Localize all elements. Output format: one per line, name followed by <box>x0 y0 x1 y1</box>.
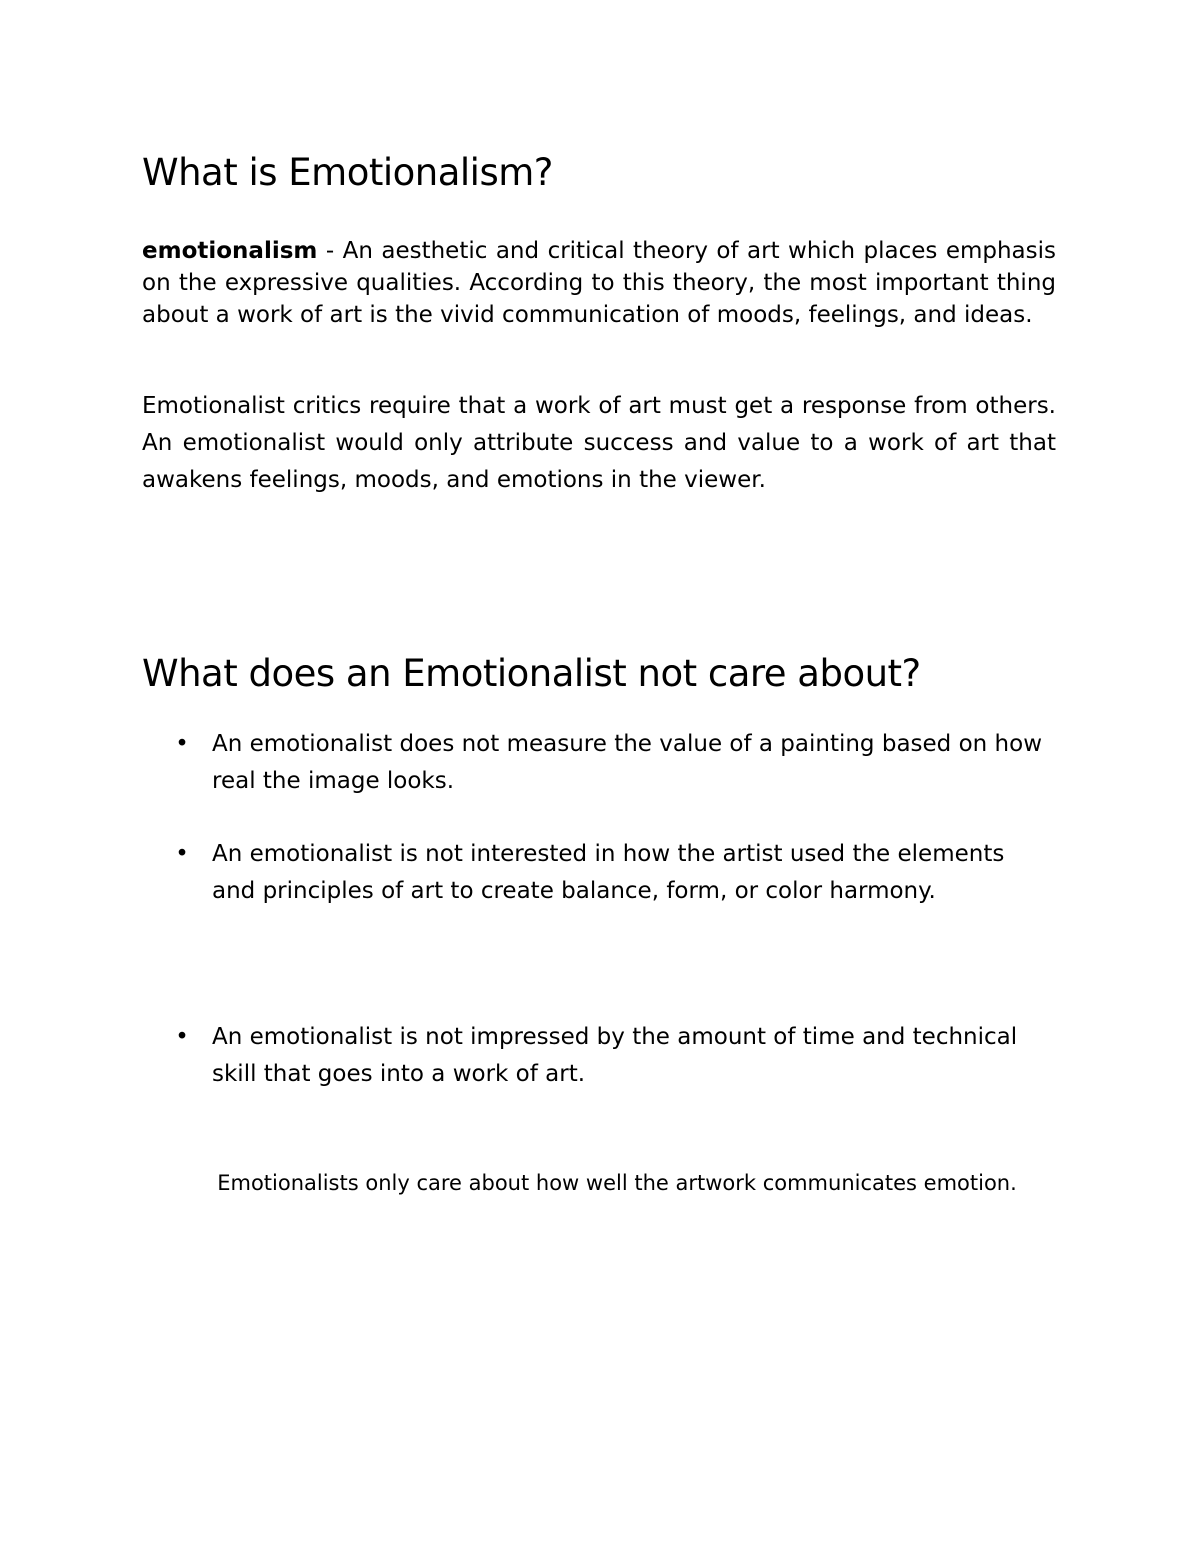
bullet-icon: • <box>175 731 189 757</box>
heading-not-care-about: What does an Emotionalist not care about? <box>142 652 921 695</box>
list-item-text: An emotionalist does not measure the value of a painting based on how real the image looks. <box>212 731 1042 794</box>
closing-statement: Emotionalists only care about how well the artwork communicates emotion. <box>217 1171 1017 1195</box>
critics-paragraph: Emotionalist critics require that a work of art must get a response from others. An emotionalist would only attribute success and value to a work of art that awakens feelings, moods, and emotions in the viewer. <box>142 393 1056 493</box>
definition-paragraph <box>142 235 1056 331</box>
heading-what-is-emotionalism: What is Emotionalism? <box>142 151 553 194</box>
bullet-icon: • <box>175 1024 189 1050</box>
bullet-icon: • <box>175 841 189 867</box>
list-item-text: An emotionalist is not impressed by the amount of time and technical skill that goes into a work of art. <box>212 1024 1018 1087</box>
definition-term: emotionalism <box>142 238 318 264</box>
definition-text: - An aesthetic and critical theory of art which places emphasis on the expressive qualities. According to this theory, the most important thing about a work of art is the vivid communication of moods, feelings, and ideas. <box>142 238 1056 328</box>
list-item-text: An emotionalist is not interested in how the artist used the elements and principles of art to create balance, form, or color harmony. <box>212 841 1005 904</box>
